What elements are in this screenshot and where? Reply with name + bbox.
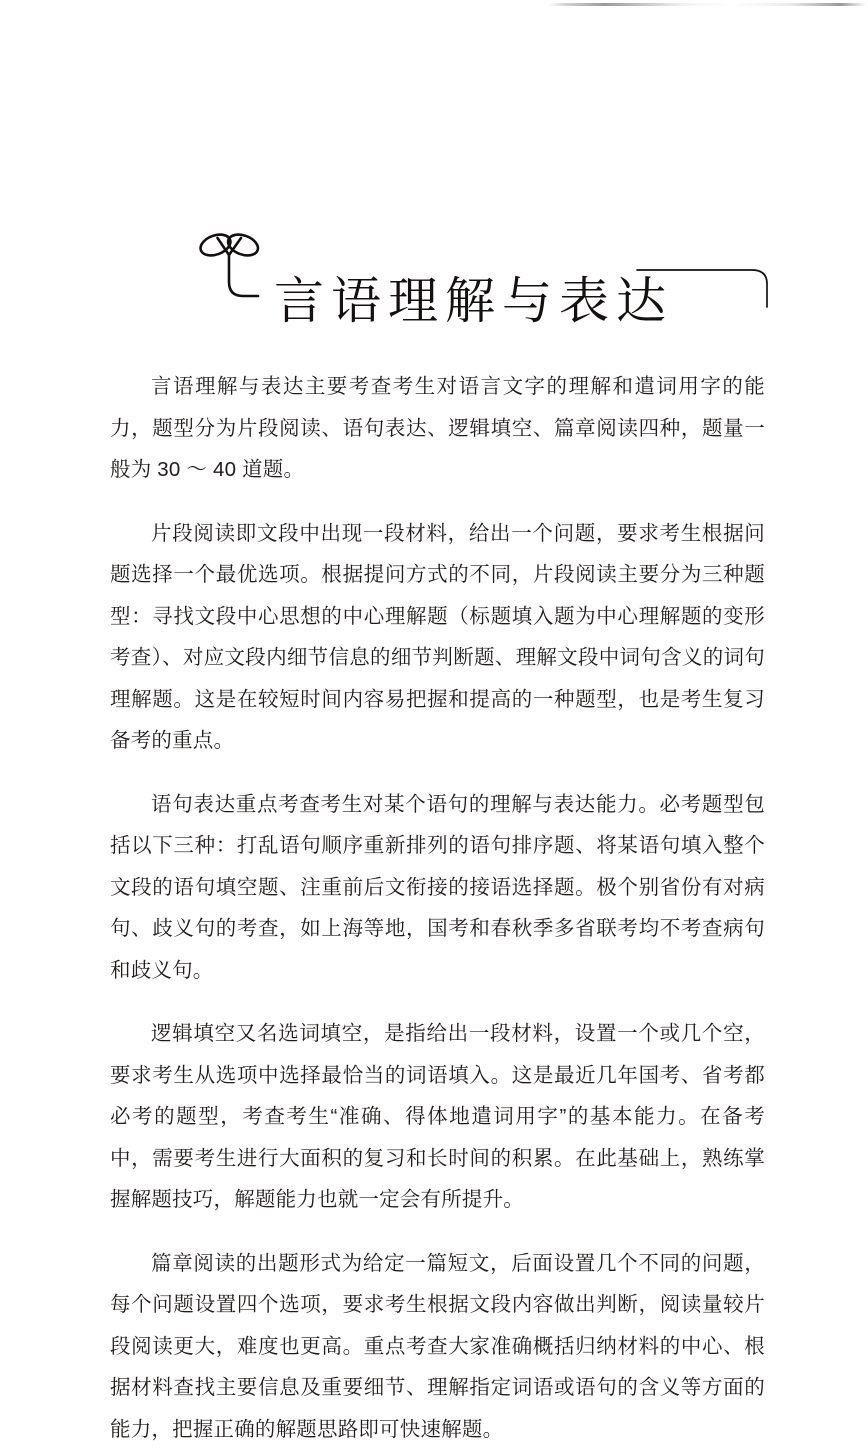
scan-edge-artifact [548,3,866,6]
page-title: 言语理解与表达 [274,270,673,332]
paragraph-yanyu-overview: 言语理解与表达主要考查考生对语言文字的理解和遣词用字的能力，题型分为片段阅读、语句表达、逻辑填空、篇章阅读四种，题量一般为 30 ～ 40 道题。 [110,366,765,491]
title-line-flourish [636,262,776,308]
body-copy [110,366,765,1450]
paragraph-yuju-biaoda: 语句表达重点考查考生对某个语句的理解与表达能力。必考题型包括以下三种：打乱语句顺序重新排列的语句排序题、将某语句填入整个文段的语句填空题、注重前后文衔接的接语选择题。极个别省份有对病句、歧义句的考查，如上海等地，国考和春秋季多省联考均不考查病句和歧义句。 [110,784,765,992]
paragraph-luoji-tiankong: 逻辑填空又名选词填空，是指给出一段材料，设置一个或几个空，要求考生从选项中选择最恰当的词语填入。这是最近几年国考、省考都必考的题型，考查考生“准确、得体地遣词用字”的基本能力。在备考中，需要考生进行大面积的复习和长时间的积累。在此基础上，熟练掌握解题技巧，解题能力也就一定会有所提升。 [110,1013,765,1221]
sprout-icon [196,230,262,306]
paragraph-pianzhang-yuedu: 篇章阅读的出题形式为给定一篇短文，后面设置几个不同的问题，每个问题设置四个选项，要求考生根据文段内容做出判断，阅读量较片段阅读更大，难度也更高。重点考查大家准确概括归纳材料的中心、根据材料查找主要信息及重要细节、理解指定词语或语句的含义等方面的能力，把握正确的解题思路即可快速解题。 [110,1243,765,1450]
chapter-header [196,226,776,322]
paragraph-pianduan-yuedu: 片段阅读即文段中出现一段材料，给出一个问题，要求考生根据问题选择一个最优选项。根据提问方式的不同，片段阅读主要分为三种题型：寻找文段中心思想的中心理解题（标题填入题为中心理解题的变形考查）、对应文段内细节信息的细节判断题、理解文段中词句含义的词句理解题。这是在较短时间内容易把握和提高的一种题型，也是考生复习备考的重点。 [110,513,765,762]
